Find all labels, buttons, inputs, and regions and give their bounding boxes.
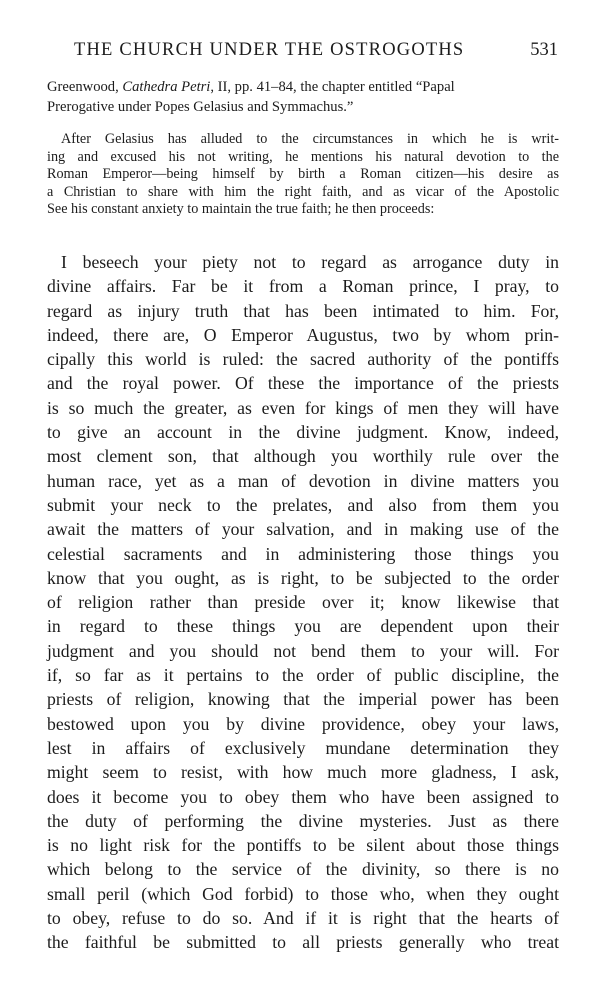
body-line: to obey, refuse to do so. And if it is right that the hearts of [47,908,559,929]
body-line: to give an account in the divine judgment. Know, indeed, [47,422,559,443]
body-line: I beseech your piety not to regard as arrogance duty in [61,252,559,272]
body-line: most clement son, that although you worthily rule over the [47,446,559,467]
note-line: ing and excused his not writing, he mentions his natural devotion to the [47,148,559,165]
body-line: bestowed upon you by divine providence, obey your laws, [47,713,559,734]
body-line: human race, yet as a man of devotion in divine matters you [47,470,559,491]
work-title: Cathedra Petri [122,79,211,95]
body-line: divine affairs. Far be it from a Roman prince, I pray, to [47,276,559,297]
citation-footnote [47,77,559,117]
body-line: and the royal power. Of these the importance of the priests [47,373,559,394]
body-line: await the matters of your salvation, and in making use of the [47,519,559,540]
body-line: indeed, there are, O Emperor Augustus, two by whom prin- [47,324,559,345]
body-line: of religion rather than preside over it; know likewise that [47,592,559,613]
body-line: priests of religion, knowing that the imperial power has been [47,689,559,710]
editorial-note [47,131,559,219]
body-line: is no light risk for the pontiffs to be silent about those things [47,835,559,856]
body-line: does it become you to obey them who have been assigned to [47,786,559,807]
note-line: See his constant anxiety to maintain the true faith; he then proceeds: [47,201,435,218]
body-line: submit your neck to the prelates, and also from them you [47,494,559,515]
body-line: might seem to resist, with how much more gladness, I ask, [47,762,559,783]
body-line: if, so far as it pertains to the order of public discipline, the [47,665,559,686]
body-line: lest in affairs of exclusively mundane determination they [47,737,559,758]
body-line: which belong to the service of the divinity, so there is no [47,859,559,880]
body-line: celestial sacraments and in administering those things you [47,543,559,564]
page-header [74,40,558,64]
page-number: 531 [530,40,558,60]
running-title: THE CHURCH UNDER THE OSTROGOTHS [74,40,465,60]
letter-body [47,250,559,955]
body-line: judgment and you should not bend them to your will. For [47,640,559,661]
footnote-line: Prerogative under Popes Gelasius and Symmachus.” [47,99,354,115]
note-line: After Gelasius has alluded to the circumstances in which he is writ- [61,131,559,147]
note-line: Roman Emperor—being himself by birth a Roman citizen—his desire as [47,166,559,183]
note-line: a Christian to share with him the right faith, and as vicar of the Apostolic [47,183,559,200]
body-line: in regard to these things you are dependent upon their [47,616,559,637]
body-line: small peril (which God forbid) to those who, when they ought [47,883,559,904]
body-line: cipally this world is ruled: the sacred authority of the pontiffs [47,349,559,370]
body-line: know that you ought, as is right, to be subjected to the order [47,567,559,588]
footnote-line: Greenwood, Cathedra Petri, II, pp. 41–84, the chapter entitled “Papal [47,79,455,95]
body-line: is so much the greater, as even for kings of men they will have [47,397,559,418]
body-line: the duty of performing the divine mysteries. Just as there [47,810,559,831]
body-line: regard as injury truth that has been intimated to him. For, [47,300,559,321]
body-line: the faithful be submitted to all priests generally who treat [47,932,559,953]
